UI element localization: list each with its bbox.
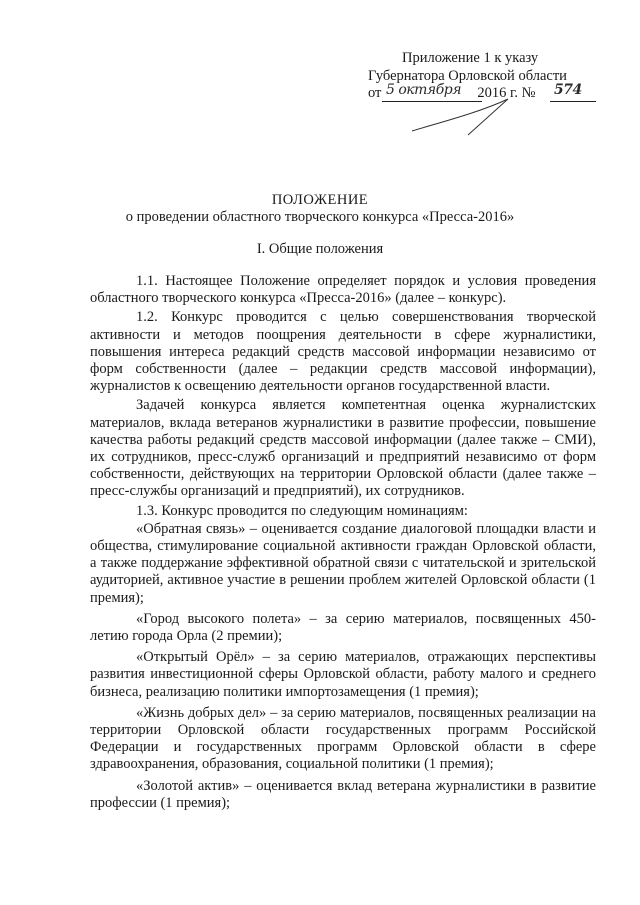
nomination-item: «Жизнь добрых дел» – за серию материалов, посвященных реализации на территории Орловской области государственных программ Российской Федерации и государственных программ Орловской области в сфере здравоохранения, образования, социальной политики (1 премия); <box>90 704 596 773</box>
nomination-item: «Открытый Орёл» – за серию материалов, отражающих перспективы развития инвестиционной сферы Орловской области, работу малого и среднего бизнеса, реализацию политики импортозамещения (1 премия); <box>90 649 596 700</box>
annex-line-2: Губернатора Орловской области <box>368 67 567 84</box>
document-subtitle: о проведении областного творческого конкурса «Пресса-2016» <box>125 209 515 225</box>
paragraph-1-1: 1.1. Настоящее Положение определяет порядок и условия проведения областного творческого конкурса «Пресса-2016» (далее – конкурс). <box>90 273 596 307</box>
signature-stroke <box>408 93 558 143</box>
handwritten-number: 574 <box>554 82 582 98</box>
document-body <box>90 273 596 816</box>
document-title: ПОЛОЖЕНИЕ <box>271 192 369 208</box>
handwritten-date: 5 октября <box>386 82 461 98</box>
nomination-item: «Обратная связь» – оценивается создание диалоговой площадки власти и общества, стимулирование социальной активности граждан Орловской области, а также поддержание эффективной обратной связи с читательской и зрительской аудиторией, активное участие в решении проблем жителей Орловской области (1 премия); <box>90 520 596 606</box>
from-label: от <box>368 85 382 101</box>
annex-header <box>368 50 608 103</box>
paragraph-task: Задачей конкурса является компетентная оценка журналистских материалов, вклада ветеранов журналистики в развитие профессии, повышение качества работы редакций средств массовой информации (далее также – СМИ), их сотрудников, пресс-служб организаций и предприятий независимо от форм собственности, действующих на территории Орловской области (далее также – пресс-службы организаций и предприятий), их сотрудников. <box>90 397 596 500</box>
paragraph-1-2: 1.2. Конкурс проводится с целью совершенствования творческой активности и методов поощрения деятельности в сфере журналистики, повышения интереса редакций средств массовой информации независимо от форм собственности (далее – редакции средств массовой информации), журналистов к освещению деятельности органов государственной власти. <box>90 309 596 395</box>
annex-line-3 <box>368 82 608 103</box>
nomination-item: «Золотой актив» – оценивается вклад ветерана журналистики в развитие профессии (1 премия); <box>90 777 596 811</box>
paragraph-1-3: 1.3. Конкурс проводится по следующим номинациям: <box>136 502 468 519</box>
year-text: 2016 г. № <box>477 85 536 101</box>
annex-line-1: Приложение 1 к указу <box>402 50 539 66</box>
nomination-item: «Город высокого полета» – за серию материалов, посвященных 450-летию города Орла (2 премии); <box>90 610 596 645</box>
section-heading: I. Общие положения <box>256 241 384 257</box>
